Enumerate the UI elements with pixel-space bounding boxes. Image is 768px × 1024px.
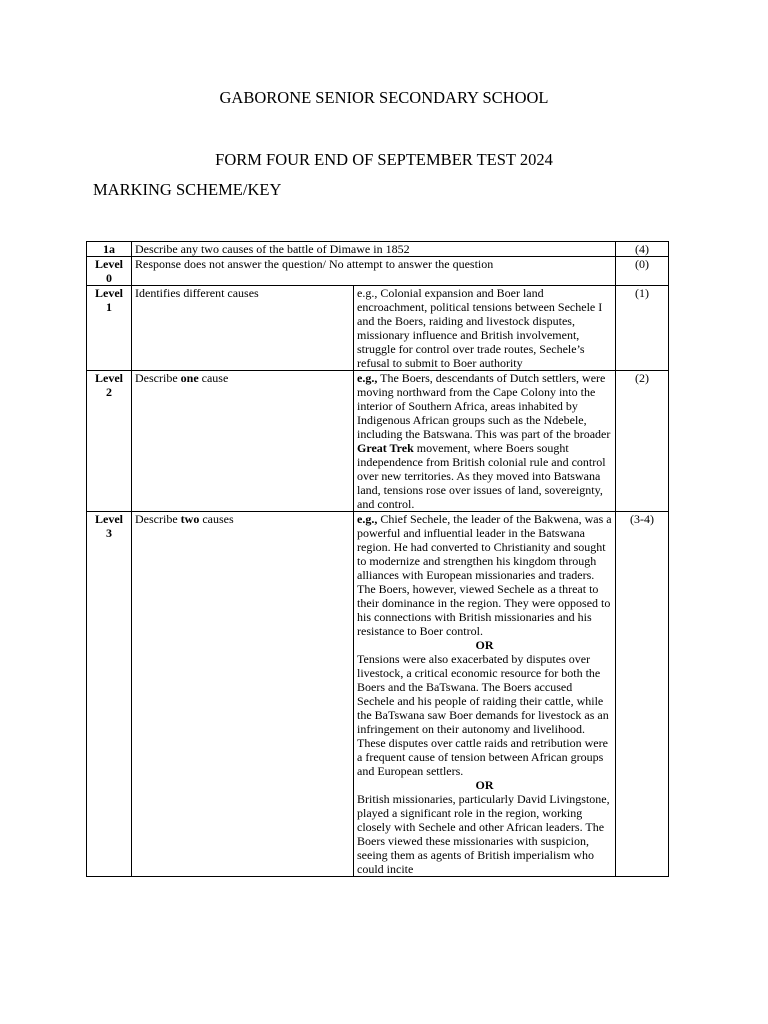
level-number: 3	[106, 526, 112, 540]
level-word: Level	[95, 512, 123, 526]
or-separator: OR	[475, 638, 494, 652]
level-label	[87, 286, 132, 371]
marking-scheme-table	[86, 241, 669, 877]
example-lead: e.g.,	[357, 512, 378, 526]
example-text: movement, where Boers sought independence from British colonial rule and control over new territories. As they moved into Batswana land, tensions rose over issues of land, sovereignty, and control.	[357, 441, 606, 511]
descriptor-text: cause	[198, 371, 229, 385]
example-text: Chief Sechele, the leader of the Bakwena, was a powerful and influential leader in the Batswana region. He had converted to Christianity and sought to modernize and strengthen his kingdom through alliances with European missionaries and traders. The Boers, however, viewed Sechele as a threat to their dominance in the region. They were opposed to his connections with British missionaries and his resistance to Boer control.	[357, 512, 612, 638]
level-number: 0	[106, 271, 112, 285]
question-row	[87, 242, 669, 257]
level-row-2	[87, 371, 669, 512]
level-example	[354, 371, 616, 512]
level-word: Level	[95, 371, 123, 385]
question-text: Describe any two causes of the battle of Dimawe in 1852	[132, 242, 616, 257]
level-marks: (2)	[616, 371, 669, 512]
level-number: 2	[106, 385, 112, 399]
test-title: FORM FOUR END OF SEPTEMBER TEST 2024	[215, 150, 553, 169]
level-marks: (3-4)	[616, 512, 669, 877]
descriptor-text: causes	[199, 512, 234, 526]
question-marks: (4)	[616, 242, 669, 257]
level-descriptor: Response does not answer the question/ No attempt to answer the question	[132, 257, 616, 286]
or-separator: OR	[475, 778, 494, 792]
level-descriptor	[132, 512, 354, 877]
school-name: GABORONE SENIOR SECONDARY SCHOOL	[219, 88, 549, 107]
level-word: Level	[95, 257, 123, 271]
level-example	[354, 512, 616, 877]
descriptor-emphasis: two	[180, 512, 200, 526]
level-row-1	[87, 286, 669, 371]
level-row-3	[87, 512, 669, 877]
level-marks: (1)	[616, 286, 669, 371]
example-lead: e.g.,	[357, 371, 378, 385]
example-emphasis: Great Trek	[357, 441, 414, 455]
level-example: e.g., Colonial expansion and Boer land encroachment, political tensions between Sechele I and the Boers, raiding and livestock disputes, missionary influence and British involvement, struggle for control over trade routes, Sechele’s refusal to submit to Boer authority	[354, 286, 616, 371]
level-label	[87, 371, 132, 512]
marking-scheme-heading: MARKING SCHEME/KEY	[93, 180, 282, 199]
descriptor-text: Describe	[135, 512, 181, 526]
level-number: 1	[106, 300, 112, 314]
level-marks: (0)	[616, 257, 669, 286]
level-label	[87, 257, 132, 286]
descriptor-text: Describe	[135, 371, 181, 385]
descriptor-emphasis: one	[180, 371, 199, 385]
level-descriptor: Identifies different causes	[132, 286, 354, 371]
example-text: Tensions were also exacerbated by disputes over livestock, a critical economic resource for both the Boers and the BaTswana. The Boers accused Sechele and his people of raiding their cattle, while the BaTswana saw Boer demands for livestock as an infringement on their autonomy and livelihood. These disputes over cattle raids and retribution were a frequent cause of tension between African groups and European settlers.	[357, 652, 609, 778]
level-word: Level	[95, 286, 123, 300]
level-descriptor	[132, 371, 354, 512]
level-label	[87, 512, 132, 877]
level-row-0	[87, 257, 669, 286]
question-number: 1a	[87, 242, 132, 257]
example-text: The Boers, descendants of Dutch settlers, were moving northward from the Cape Colony into the interior of Southern Africa, areas inhabited by Indigenous African groups such as the Ndebele, including the Batswana. This was part of the broader	[357, 371, 611, 441]
example-text: British missionaries, particularly David Livingstone, played a significant role in the region, working closely with Sechele and other African leaders. The Boers viewed these missionaries with suspicion, seeing them as agents of British imperialism who could incite	[357, 792, 610, 876]
